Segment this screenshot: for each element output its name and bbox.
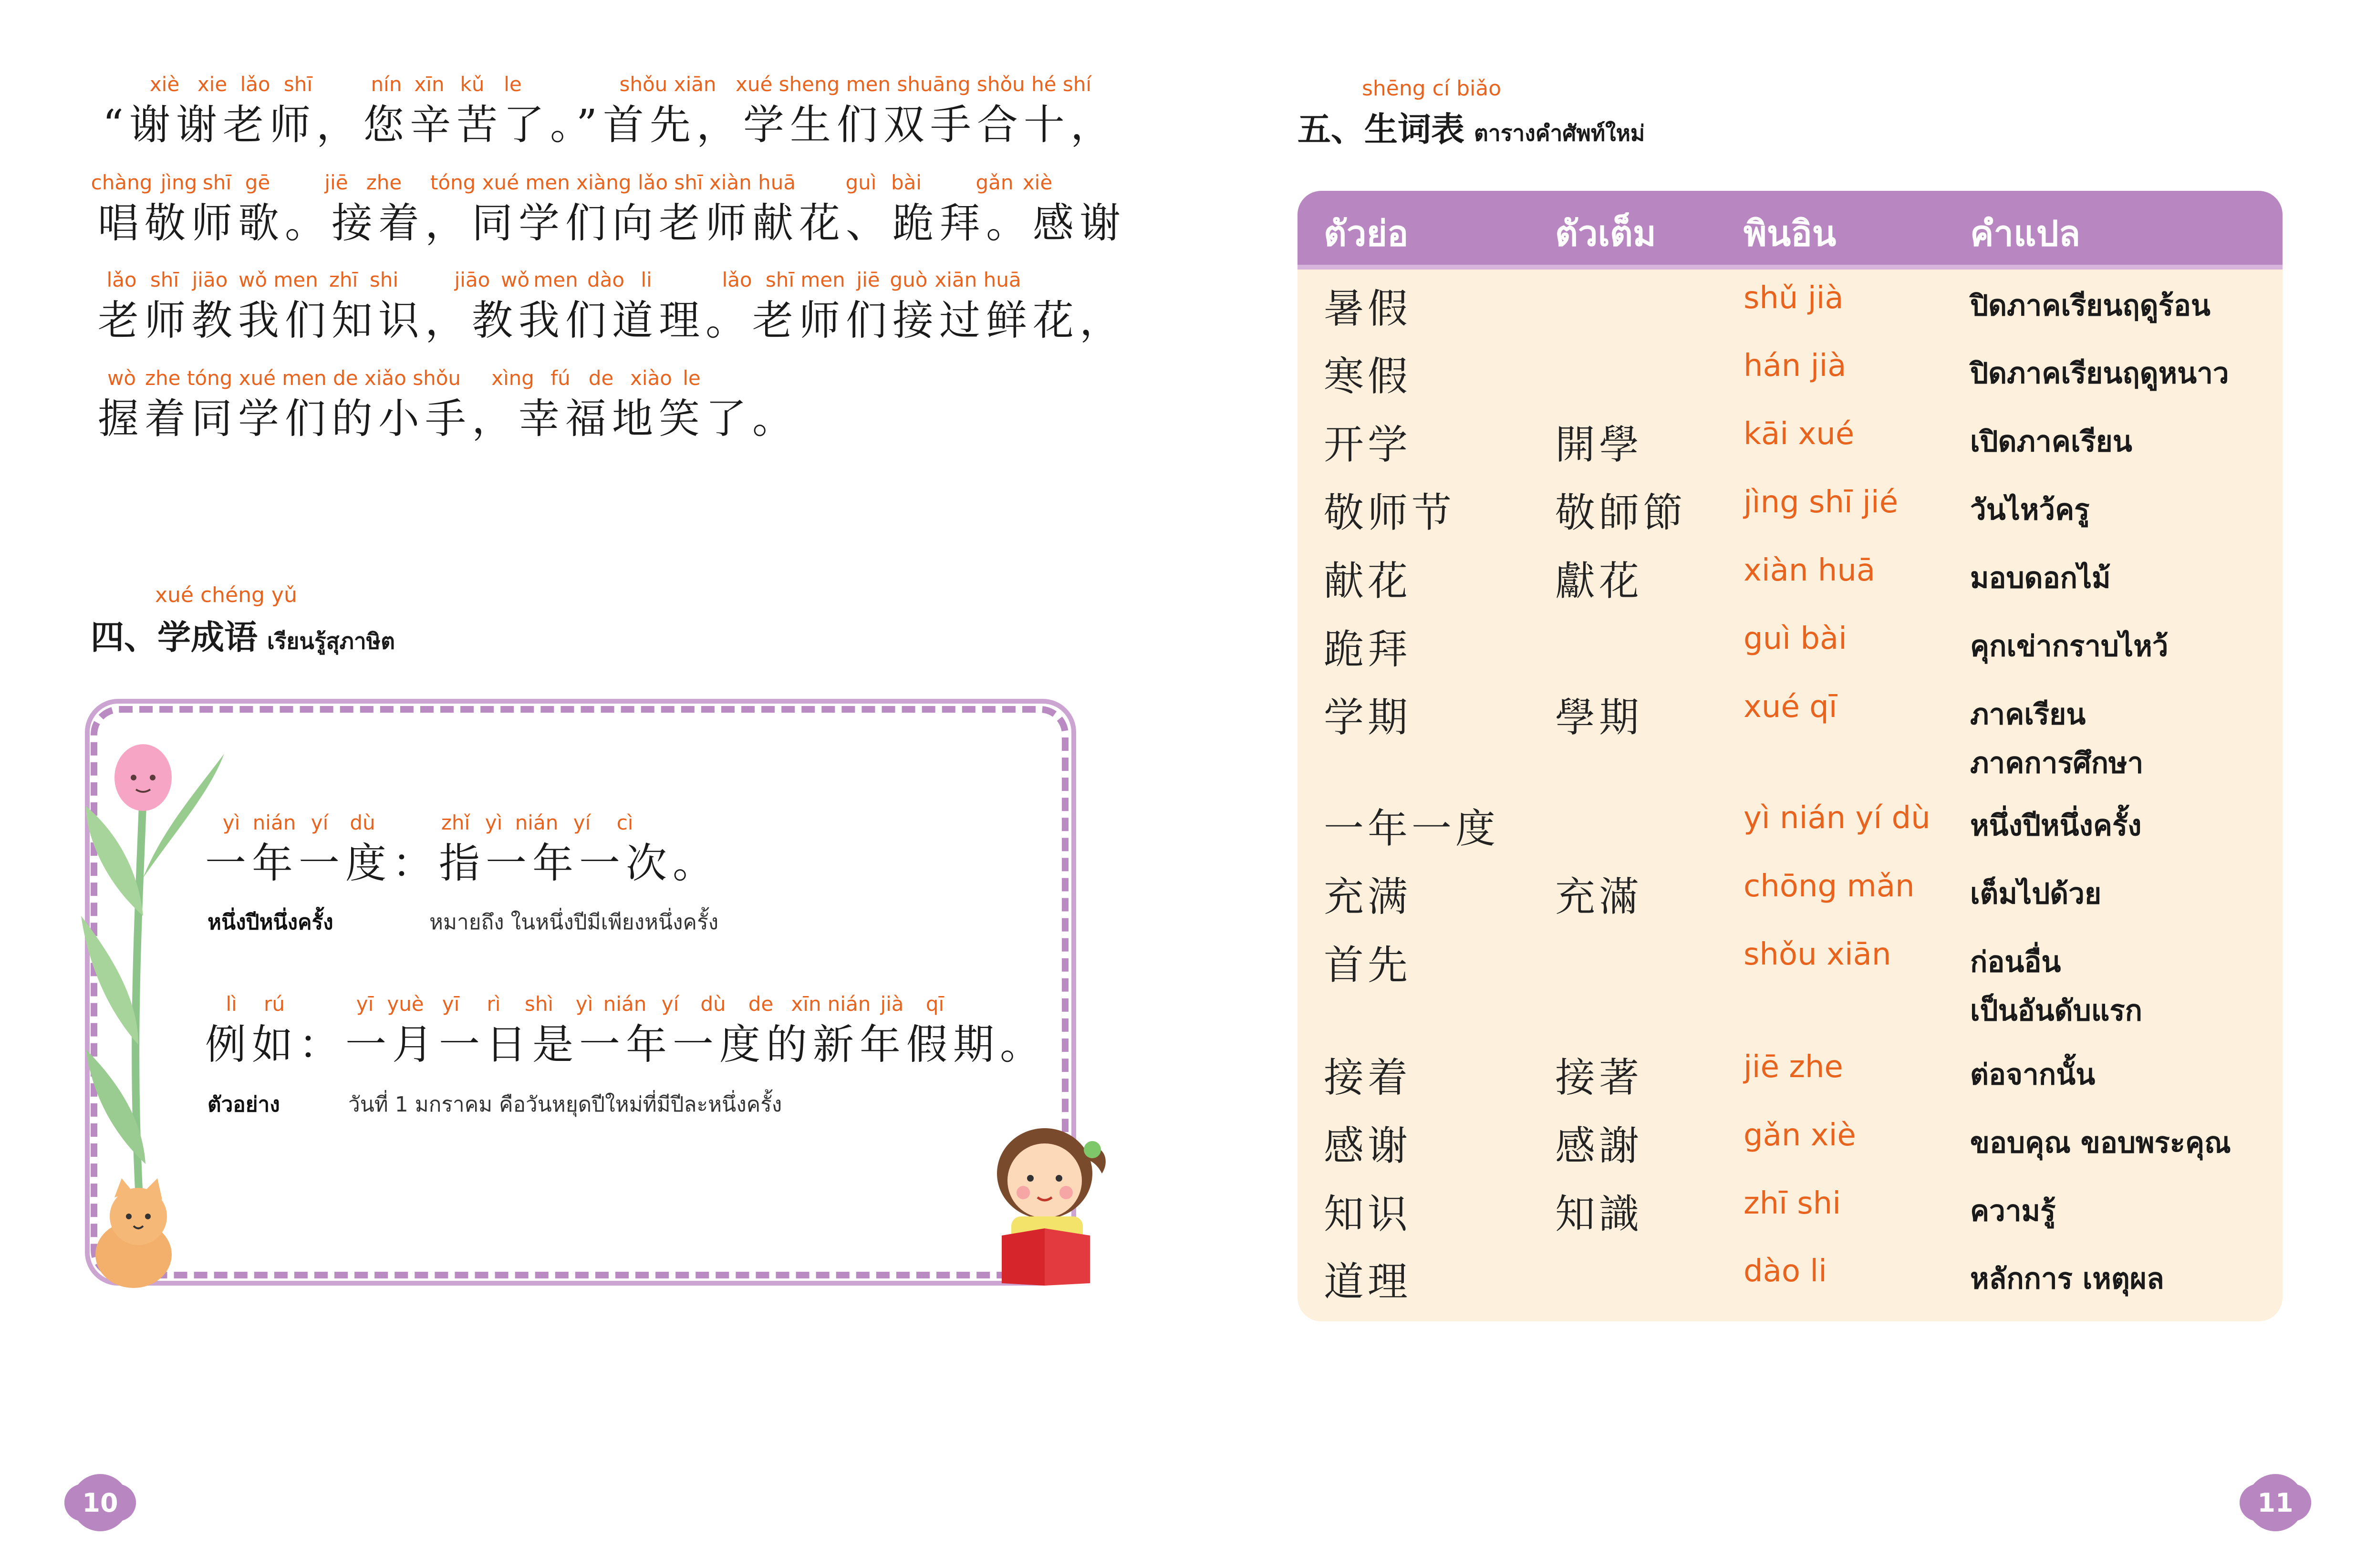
pinyin-syllable: yì bbox=[575, 992, 593, 1016]
vocab-meaning-line: ปิดภาคเรียนฤดูหนาว bbox=[1970, 357, 2229, 390]
pinyin-syllable: nián bbox=[252, 811, 296, 834]
section5-pinyin: shēng cí biǎo bbox=[1362, 76, 1502, 101]
header-divider bbox=[1297, 265, 2283, 270]
pinyin-syllable: lǎo bbox=[106, 268, 137, 291]
pinyin-syllable: de bbox=[748, 992, 774, 1016]
pinyin-syllable: dào bbox=[587, 268, 625, 291]
vocab-traditional: 敬師節 bbox=[1555, 489, 1687, 536]
pinyin-syllable: xie bbox=[197, 73, 228, 96]
vocab-meaning-line: คุกเข่ากราบไหว้ bbox=[1970, 630, 2169, 663]
pinyin-syllable: jiāo bbox=[192, 268, 228, 291]
vocab-table bbox=[1297, 191, 2283, 1321]
pinyin-syllable: xiào bbox=[630, 366, 672, 390]
vocab-meaning bbox=[1970, 622, 2168, 671]
example-thai-meaning: วันที่ 1 มกราคม คือวันหยุดปีใหม่ที่มีปีละหนึ่งครั้ง bbox=[348, 1092, 782, 1117]
vocab-meaning bbox=[1970, 281, 2211, 330]
section5-title-thai: ตารางคำศัพท์ใหม่ bbox=[1474, 120, 1645, 146]
vocab-simplified: 充满 bbox=[1324, 873, 1412, 920]
vocab-pinyin: yì nián yí dù bbox=[1744, 800, 1930, 836]
vocab-meaning-line: ต่อจากนั้น bbox=[1970, 1058, 2096, 1091]
vocab-meaning bbox=[1970, 1119, 2231, 1167]
idiom-thai-meaning: หมายถึง ในหนึ่งปีมีเพียงหนึ่งครั้ง bbox=[429, 910, 719, 935]
pinyin-syllable: shǒu xiān bbox=[619, 73, 716, 96]
pinyin-syllable: yì bbox=[485, 811, 503, 834]
vocab-simplified: 暑假 bbox=[1324, 285, 1412, 332]
vocab-meaning-line: มอบดอกไม้ bbox=[1970, 561, 2111, 595]
vocab-meaning bbox=[1970, 1187, 2055, 1236]
pinyin-syllable: shī bbox=[765, 268, 795, 291]
pinyin-syllable: gǎn bbox=[976, 171, 1014, 194]
vocab-meaning-line: เปิดภาคเรียน bbox=[1970, 425, 2132, 458]
pinyin-syllable: xué sheng men shuāng shǒu hé shí bbox=[736, 73, 1091, 96]
header-simplified: ตัวย่อ bbox=[1324, 213, 1409, 254]
hanzi-line: “谢谢老师，您辛苦了。”首先，学生们双手合十， bbox=[103, 101, 1117, 149]
hanzi-line: 老师教我们知识，教我们道理。老师们接过鲜花， bbox=[98, 297, 1126, 344]
pinyin-syllable: shī bbox=[283, 73, 313, 96]
vocab-pinyin: kāi xué bbox=[1744, 416, 1855, 452]
vocab-traditional: 學期 bbox=[1555, 694, 1643, 741]
vocab-pinyin: jiē zhe bbox=[1744, 1049, 1843, 1085]
pinyin-syllable: de bbox=[588, 366, 614, 390]
pinyin-syllable: le bbox=[504, 73, 522, 96]
vocab-pinyin: gǎn xiè bbox=[1744, 1118, 1856, 1153]
vocab-traditional: 知識 bbox=[1555, 1191, 1643, 1237]
vocab-simplified: 知识 bbox=[1324, 1191, 1412, 1237]
page-number-right: 11 bbox=[2247, 1474, 2304, 1531]
pinyin-syllable: li bbox=[641, 268, 652, 291]
vocab-pinyin: zhī shi bbox=[1744, 1186, 1841, 1221]
pinyin-syllable: yī bbox=[356, 992, 374, 1016]
pinyin-syllable: nián bbox=[515, 811, 559, 834]
vocab-meaning bbox=[1970, 1255, 2164, 1303]
hanzi-line: 握着同学们的小手，幸福地笑了。 bbox=[98, 395, 799, 443]
pinyin-syllable: lǎo bbox=[240, 73, 270, 96]
hanzi-line: 唱敬师歌。接着，同学们向老师献花、跪拜。感谢 bbox=[98, 199, 1126, 247]
vocab-meaning-line: หนึ่งปีหนึ่งครั้ง bbox=[1970, 809, 2142, 842]
pinyin-syllable: rì bbox=[487, 992, 501, 1016]
vocab-traditional: 接著 bbox=[1555, 1054, 1643, 1101]
vocab-meaning bbox=[1970, 870, 2101, 918]
pinyin-syllable: fú bbox=[550, 366, 571, 390]
pinyin-syllable: yī bbox=[442, 992, 460, 1016]
pinyin-syllable: jìng bbox=[160, 171, 197, 194]
vocab-pinyin: jìng shī jié bbox=[1744, 485, 1899, 520]
vocab-traditional: 充滿 bbox=[1555, 873, 1643, 920]
pinyin-syllable: qī bbox=[925, 992, 944, 1016]
vocab-meaning-line: ภาคการศึกษา bbox=[1970, 747, 2144, 780]
vocab-traditional: 開學 bbox=[1555, 421, 1643, 468]
vocab-pinyin: dào li bbox=[1744, 1254, 1827, 1289]
vocab-meaning bbox=[1970, 938, 2142, 1035]
vocab-simplified: 敬师节 bbox=[1324, 489, 1456, 536]
pinyin-syllable: jià bbox=[880, 992, 904, 1016]
pinyin-syllable: rú bbox=[264, 992, 285, 1016]
pinyin-syllable: dù bbox=[700, 992, 726, 1016]
vocab-pinyin: hán jià bbox=[1744, 348, 1847, 384]
pinyin-syllable: zhī bbox=[329, 268, 358, 291]
pinyin-syllable: wǒ bbox=[238, 268, 268, 291]
pinyin-syllable: xīn bbox=[791, 992, 821, 1016]
pinyin-syllable: zhe tóng xué men de xiǎo shǒu bbox=[145, 366, 461, 390]
pinyin-syllable: jiē bbox=[856, 268, 880, 291]
vocab-meaning bbox=[1970, 690, 2143, 788]
girl-reading-book-icon bbox=[978, 1116, 1121, 1288]
hanzi-line: 一年一度：指一年一次。 bbox=[205, 840, 719, 887]
vocab-pinyin: guì bài bbox=[1744, 621, 1847, 656]
vocab-meaning bbox=[1970, 801, 2141, 850]
idiom-thai-label: หนึ่งปีหนึ่งครั้ง bbox=[208, 910, 333, 935]
pinyin-syllable: shī bbox=[202, 171, 232, 194]
pinyin-syllable: xiè bbox=[1022, 171, 1053, 194]
vocab-simplified: 感谢 bbox=[1324, 1122, 1412, 1169]
vocab-meaning-line: หลักการ เหตุผล bbox=[1970, 1262, 2164, 1296]
pinyin-syllable: lì bbox=[226, 992, 237, 1016]
section4-title-thai: เรียนรู้สุภาษิต bbox=[267, 628, 395, 654]
pinyin-syllable: nín bbox=[371, 73, 402, 96]
pinyin-syllable: yí bbox=[573, 811, 591, 834]
pinyin-syllable: kǔ bbox=[460, 73, 485, 96]
pinyin-syllable: jiē bbox=[324, 171, 348, 194]
pinyin-syllable: men bbox=[273, 268, 318, 291]
header-meaning: คำแปล bbox=[1970, 213, 2081, 254]
example-thai-label: ตัวอย่าง bbox=[208, 1092, 280, 1117]
vocab-simplified: 一年一度 bbox=[1324, 805, 1500, 852]
pinyin-syllable: guò bbox=[890, 268, 928, 291]
vocab-meaning-line: วันไหว้ครู bbox=[1970, 493, 2090, 527]
pinyin-syllable: bài bbox=[891, 171, 922, 194]
vocab-meaning-line: เป็นอันดับแรก bbox=[1970, 994, 2142, 1028]
vocab-simplified: 寒假 bbox=[1324, 353, 1412, 400]
vocab-simplified: 学期 bbox=[1324, 694, 1412, 741]
vocab-meaning-line: ปิดภาคเรียนฤดูร้อน bbox=[1970, 289, 2211, 322]
vocab-meaning-line: ความรู้ bbox=[1970, 1194, 2056, 1228]
pinyin-syllable: shī bbox=[150, 268, 179, 291]
section4-title-hanzi: 四、学成语 bbox=[91, 617, 258, 657]
header-pinyin: พินอิน bbox=[1744, 213, 1837, 254]
pinyin-syllable: guì bbox=[845, 171, 877, 194]
pinyin-syllable: men bbox=[800, 268, 845, 291]
vocab-meaning bbox=[1970, 417, 2132, 466]
vocab-meaning bbox=[1970, 1050, 2095, 1099]
pinyin-syllable: yí bbox=[311, 811, 329, 834]
pinyin-syllable: dù bbox=[350, 811, 375, 834]
vocab-pinyin: chōng mǎn bbox=[1744, 869, 1915, 904]
pinyin-syllable: xīn bbox=[414, 73, 445, 96]
pinyin-syllable: shi bbox=[369, 268, 399, 291]
page-number-left: 10 bbox=[72, 1474, 129, 1531]
pinyin-syllable: le bbox=[683, 366, 701, 390]
pinyin-syllable: lǎo bbox=[722, 268, 752, 291]
pinyin-syllable: xiān huā bbox=[934, 268, 1021, 291]
pinyin-syllable: xiè bbox=[149, 73, 180, 96]
vocab-simplified: 开学 bbox=[1324, 421, 1412, 468]
vocab-simplified: 跪拜 bbox=[1324, 626, 1412, 673]
vocab-simplified: 首先 bbox=[1324, 942, 1412, 988]
pinyin-syllable: men bbox=[533, 268, 578, 291]
section5-title-hanzi: 五、生词表 bbox=[1297, 109, 1464, 149]
pinyin-syllable: zhǐ bbox=[441, 811, 470, 834]
vocab-pinyin: xiàn huā bbox=[1744, 553, 1876, 588]
pinyin-syllable: nián bbox=[603, 992, 647, 1016]
vocab-meaning-line: ก่อนอื่น bbox=[1970, 945, 2061, 979]
vocab-pinyin: shǒu xiān bbox=[1744, 937, 1891, 972]
vocab-meaning bbox=[1970, 554, 2111, 602]
vocab-simplified: 道理 bbox=[1324, 1258, 1412, 1305]
header-traditional: ตัวเต็ม bbox=[1555, 213, 1656, 254]
pinyin-syllable: cì bbox=[616, 811, 633, 834]
hanzi-line: 例如：一月一日是一年一度的新年假期。 bbox=[205, 1021, 1047, 1069]
pinyin-syllable: nián bbox=[827, 992, 871, 1016]
vocab-pinyin: xué qī bbox=[1744, 689, 1837, 725]
vocab-meaning bbox=[1970, 486, 2090, 534]
pinyin-syllable: shì bbox=[524, 992, 554, 1016]
pinyin-syllable: zhe bbox=[366, 171, 402, 194]
pinyin-syllable: wò bbox=[107, 366, 136, 390]
pinyin-syllable: xìng bbox=[491, 366, 534, 390]
section4-title bbox=[91, 611, 395, 659]
vocab-pinyin: shǔ jià bbox=[1744, 280, 1844, 316]
pinyin-syllable: gē bbox=[245, 171, 270, 194]
section4-pinyin: xué chéng yǔ bbox=[155, 583, 297, 607]
vocab-meaning-line: ภาคเรียน bbox=[1970, 698, 2086, 731]
pinyin-syllable: wǒ bbox=[500, 268, 530, 291]
vocab-simplified: 献花 bbox=[1324, 558, 1412, 604]
vocab-simplified: 接着 bbox=[1324, 1054, 1412, 1101]
pinyin-syllable: yuè bbox=[387, 992, 424, 1016]
pinyin-syllable: yí bbox=[661, 992, 679, 1016]
pinyin-syllable: yì bbox=[222, 811, 240, 834]
section5-title bbox=[1297, 103, 1645, 151]
cat-icon bbox=[81, 1178, 186, 1288]
pinyin-syllable: tóng xué men xiàng lǎo shī xiàn huā bbox=[430, 171, 796, 194]
vocab-meaning bbox=[1970, 349, 2229, 398]
vocab-meaning-line: ขอบคุณ ขอบพระคุณ bbox=[1970, 1126, 2231, 1160]
pinyin-syllable: chàng bbox=[91, 171, 153, 194]
vocab-traditional: 獻花 bbox=[1555, 558, 1643, 604]
vocab-table-header bbox=[1297, 191, 2283, 265]
pinyin-syllable: jiāo bbox=[454, 268, 490, 291]
vocab-meaning-line: เต็มไปด้วย bbox=[1970, 877, 2102, 911]
vocab-traditional: 感謝 bbox=[1555, 1122, 1643, 1169]
